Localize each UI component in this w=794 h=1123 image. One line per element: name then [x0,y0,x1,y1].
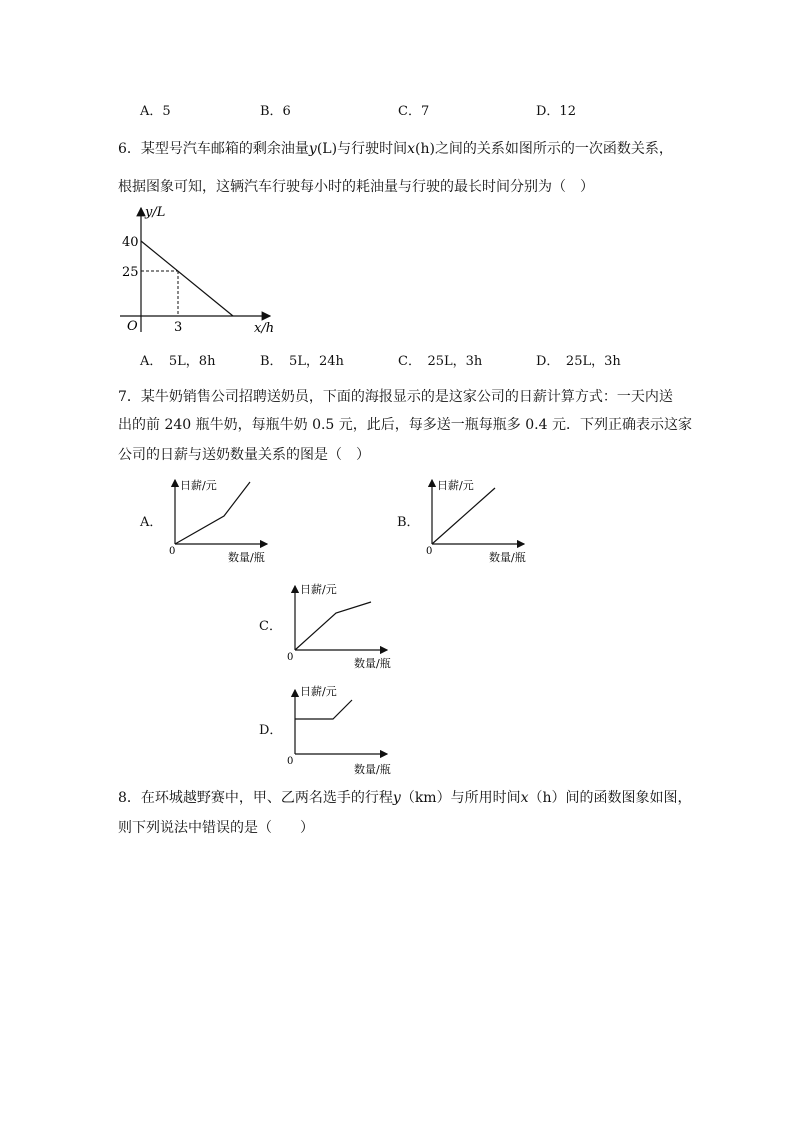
q7-graph-d-line [295,700,352,719]
q7-graph-c-origin: 0 [287,652,294,663]
q7-graph-d-letter: D． [259,723,283,738]
q6-graph [112,200,282,340]
q5-option-b: B．6 [260,104,291,119]
q7-graph-c-line [295,602,371,650]
q6-tick-3: 3 [174,320,183,335]
q7-graph-b-letter: B． [397,515,420,530]
q7-graph-d [282,684,397,776]
q7-graph-a-origin: 0 [169,546,176,557]
q7-graph-a-y-label: 日薪/元 [180,479,217,492]
q6-x-label: x/h [254,321,275,336]
q7-graph-b-y-label: 日薪/元 [437,479,474,492]
q7-graph-c-letter: C． [259,619,282,634]
q7-question-line3: 公司的日薪与送奶数量关系的图是（ ） [118,447,370,463]
q8-question-line2: 则下列说法中错误的是（ ） [118,820,314,836]
q8-question-line1: 8．在环城越野赛中，甲、乙两名选手的行程y（km）与所用时间x（h）间的函数图象如图， [118,790,692,806]
q6-option-a: A． 5L，8h [140,354,216,369]
q7-graph-b-x-label: 数量/瓶 [489,551,526,564]
q6-tick-40: 40 [122,235,139,250]
q6-origin: O [127,319,138,334]
q6-question-line2: 根据图象可知，这辆汽车行驶每小时的耗油量与行驶的最长时间分别为（ ） [118,179,594,195]
q7-question-line1: 7．某牛奶销售公司招聘送奶员，下面的海报显示的是这家公司的日薪计算方式：一天内送 [118,389,673,405]
q7-graph-a-letter: A． [140,515,163,530]
q6-option-c: C． 25L，3h [398,354,483,369]
q6-fuel-line [141,241,233,316]
q5-option-a: A．5 [140,104,171,119]
q5-option-d: D．12 [536,104,576,119]
q7-graph-a-x-label: 数量/瓶 [228,551,265,564]
q6-option-d: D． 25L，3h [536,354,621,369]
q7-graph-c [282,580,397,672]
q7-graph-d-origin: 0 [287,756,294,767]
q6-tick-25: 25 [122,265,139,280]
q7-graph-b-line [432,488,495,544]
q6-option-b: B． 5L，24h [260,354,344,369]
q7-graph-d-x-label: 数量/瓶 [354,763,391,776]
q7-graph-d-y-label: 日薪/元 [300,685,337,698]
q6-y-label: y/L [145,205,166,220]
q7-graph-b-origin: 0 [426,546,433,557]
q7-graph-a [162,474,277,566]
q7-graph-c-y-label: 日薪/元 [300,583,337,596]
q7-graph-c-x-label: 数量/瓶 [354,657,391,670]
q7-question-line2: 出的前 240 瓶牛奶，每瓶牛奶 0.5 元，此后，每多送一瓶每瓶多 0.4 元．下列正确表示这家 [118,417,692,433]
q5-option-c: C．7 [398,104,430,119]
q6-question-line1: 6．某型号汽车邮箱的剩余油量y(L)与行驶时间x(h)之间的关系如图所示的一次函数关系， [118,141,673,157]
q7-graph-b [419,474,534,566]
